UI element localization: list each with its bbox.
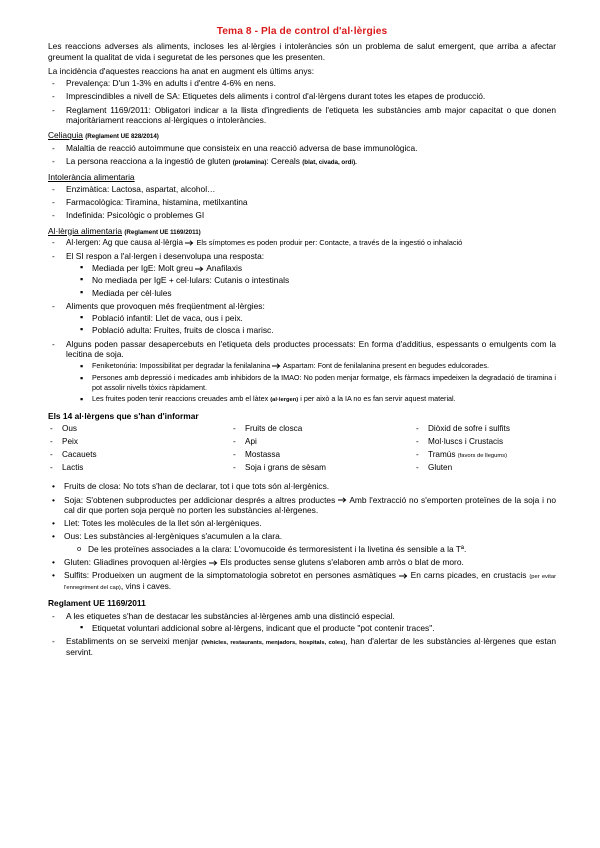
list-item: - Prevalença: D'un 1-3% en adults i d'entre 4-6% en nens.	[48, 78, 556, 88]
sub-list-item	[78, 263, 556, 273]
allergen-item: - Fruits de closca	[233, 424, 416, 437]
intro-paragraph: Les reaccions adverses als aliments, incloses les al·lèrgies i intoleràncies són un problema de salut emergent, que arriba a afectar greument la qualitat de vida i seguretat de les persones que les presenten.	[48, 41, 556, 62]
list-item	[48, 495, 556, 516]
item-text: En carns picades, en crustacis	[410, 570, 527, 581]
incidence-list	[48, 78, 556, 125]
note-text: (per evitar l'ennegriment del cap)	[64, 574, 557, 592]
list-item	[48, 156, 556, 167]
list-item: • Llet: Totes les molècules de la llet són al·lergèniques.	[48, 518, 556, 528]
allergen-item: - Mostassa	[233, 450, 416, 463]
heading-text: Els	[48, 411, 61, 422]
aliments-sublist	[78, 313, 556, 336]
right-arrow-icon	[195, 266, 204, 272]
allergen-item: - Lactis	[50, 463, 233, 476]
item-text: Aliments que provoquen més freqüentment al·lèrgies:	[66, 300, 265, 311]
list-item: - Enzimàtica: Lactosa, aspartat, alcohol…	[48, 184, 556, 194]
item-text: : Cereals	[266, 156, 300, 166]
allergen-item: - Mol·luscs i Crustacis	[416, 437, 566, 450]
list-item	[48, 570, 556, 592]
item-text: Aspartam: Font de fenilalanina present en begudes edulcorades.	[282, 361, 489, 371]
allergen-notes-list	[48, 481, 556, 592]
regulation-ref: (Reglament UE 1169/2011)	[124, 228, 201, 236]
list-item	[48, 611, 556, 634]
sub-list-item: ▪ Població adulta: Fruites, fruits de closca i marisc.	[78, 325, 556, 335]
list-item	[48, 531, 556, 554]
ous-sublist	[74, 544, 556, 554]
allergia-heading	[48, 226, 556, 237]
celiaquia-list	[48, 143, 556, 167]
list-item	[48, 238, 556, 248]
reglament-sublist	[78, 623, 556, 633]
list-item: - Indefinida: Psicològic o problemes GI	[48, 210, 556, 220]
note-text: (Vehicles, restaurants, menjadors, hospitals, coles)	[201, 640, 346, 647]
regulation-ref: (Reglament UE 828/2014)	[85, 133, 159, 141]
item-text: Sulfits: Produeixen un augment de la simptomatologia sobretot en persones asmàtiques	[64, 570, 396, 581]
item-text: Ous: Les substàncies al·lergèniques s'acumulen a la clara.	[64, 531, 283, 542]
item-text: Soja: S'obtenen subproductes per addicionar després a altres productes	[64, 494, 336, 505]
item-text: Feniketonúria: Impossibilitat per degradar la fenilalanina	[92, 361, 271, 371]
allergen-item: - Cacauets	[50, 450, 233, 463]
item-text: Mediada per IgE: Molt greu	[92, 263, 194, 274]
note-text: (prolamina)	[232, 159, 267, 166]
list-item	[48, 301, 556, 336]
sub-list-item: ▪ Persones amb depressió i medicades amb inhibidors de la IMAO: No poden menjar formatge, els fàrmacs impedeixen la degradació de tiramina i pot assolir nivells tòxics ràpidament.	[78, 373, 556, 392]
item-text: Establiments on se serveixi menjar	[66, 636, 199, 647]
item-text: Les fruites poden tenir reaccions creuades amb el làtex	[92, 394, 269, 404]
page-title: Tema 8 - Pla de control d'al·lèrgies	[216, 26, 388, 37]
allergen-item: - Soja i grans de sèsam	[233, 463, 416, 476]
incidence-lead: La incidència d'aquestes reaccions ha anat en augment els últims anys:	[48, 65, 315, 76]
list-item: - Reglament 1169/2011: Obligatori indicar a la llista d'ingredients de l'etiqueta les substàncies amb major capacitat o que donen majoritàriament reaccions al·lèrgiques o intoleràncies.	[48, 105, 556, 126]
allergen-item: - Diòxid de sofre i sulfits	[416, 424, 566, 437]
right-arrow-icon	[399, 573, 408, 579]
item-text: Anafilaxis	[206, 263, 243, 274]
right-arrow-icon	[185, 240, 194, 246]
item-text: Tramús	[428, 450, 456, 460]
item-text: El SI respon a l'al·lergen i desenvolupa una resposta:	[66, 250, 265, 261]
list-item	[48, 636, 556, 657]
item-text: Els productes sense glutens s'elaboren amb arròs o blat de moro.	[220, 556, 464, 567]
item-text: , han d'alertar de les substàncies al·lèrgenes que estan servint.	[66, 636, 557, 658]
allergen-item: - Peix	[50, 437, 233, 450]
sub-list-item: ▪ Població infantil: Llet de vaca, ous i peix.	[78, 313, 556, 323]
item-text: A les etiquetes s'han de destacar les substàncies al·lèrgenes amb una distinció especial.	[66, 610, 395, 621]
note-text: (al·lergen)	[270, 397, 299, 404]
item-text: i per això a la IA no es fan servir aquest material.	[300, 394, 456, 404]
allergen-item-tramus	[416, 450, 566, 463]
sub-list-item: o De les proteïnes associades a la clara: L'ovomucoide és termoresistent i la livetina és sensible a la Tª.	[74, 544, 556, 554]
sub-list-item: ▪ Mediada per cèl·lules	[78, 288, 556, 298]
list-item: - Farmacològica: Tiramina, histamina, metilxantina	[48, 197, 556, 207]
list-item	[48, 557, 556, 567]
section-heading-text: Al·lèrgia alimentaria	[48, 225, 123, 236]
desaper-sublist	[78, 361, 556, 405]
sub-list-item	[78, 394, 556, 405]
si-sublist	[78, 263, 556, 298]
els14-heading	[48, 411, 556, 421]
list-item	[48, 251, 556, 298]
item-text: La persona reacciona a la ingestió de gluten	[66, 156, 231, 166]
sub-list-item: ▪ No mediada per IgE + cel·lulars: Cutanis o intestinals	[78, 275, 556, 285]
allergen-item: - Gluten	[416, 463, 566, 476]
sub-list-item: ▪ Etiquetat voluntari addicional sobre al·lèrgens, indicant que el producte "pot contenir traces".	[78, 623, 556, 633]
allergens-grid	[50, 424, 556, 476]
note-text: (favors de llegums)	[457, 453, 508, 460]
item-text: Gluten: Gliadines provoquen al·lèrgies	[64, 556, 207, 567]
item-text: Alguns poden passar desapercebuts en l'etiqueta dels productes processats: En forma d'additius, espessants o emulgents com la lecitina de soja.	[66, 338, 556, 359]
item-text: Amb l'extracció no s'emporten proteïnes de la soja i no cal dir que porten soja perquè no porten les substàncies al·lèrgenes.	[64, 494, 556, 515]
list-item: • Fruits de closa: No tots s'han de declarar, tot i que tots són al·lergènics.	[48, 481, 556, 491]
reglament-list	[48, 611, 556, 658]
allergen-item: - Ous	[50, 424, 233, 437]
note-text: (blat, civada, ordi).	[302, 159, 357, 166]
list-item: - Imprescindibles a nivell de SA: Etiquetes dels aliments i control d'al·lèrgens durant totes les etapes de producció.	[48, 91, 556, 101]
heading-number: 14	[62, 411, 73, 422]
reglament-heading: Reglament UE 1169/2011	[48, 598, 146, 609]
heading-text: al·lèrgens que s'han d'informar	[74, 411, 199, 422]
right-arrow-icon	[272, 363, 281, 369]
right-arrow-icon	[338, 497, 347, 503]
list-item	[48, 339, 556, 405]
intolerancia-heading	[48, 172, 556, 182]
allergia-list	[48, 238, 556, 405]
item-text: Els símptomes es poden produir per: Contacte, a través de la ingestió o inhalació	[196, 238, 463, 248]
section-heading-text: Intolerància alimentaria	[48, 171, 135, 182]
right-arrow-icon	[209, 560, 218, 566]
section-heading-text: Celiaquia	[48, 130, 83, 141]
intolerancia-list	[48, 184, 556, 221]
list-item: - Malaltia de reacció autoimmune que consisteix en una reacció adversa de base immunològica.	[48, 143, 556, 153]
allergen-item: - Api	[233, 437, 416, 450]
item-text: Al·lergen: Ag que causa al·lèrgia	[66, 238, 183, 248]
sub-list-item	[78, 361, 556, 371]
item-text: , vins i caves.	[120, 581, 172, 592]
celiaquia-heading	[48, 130, 556, 141]
